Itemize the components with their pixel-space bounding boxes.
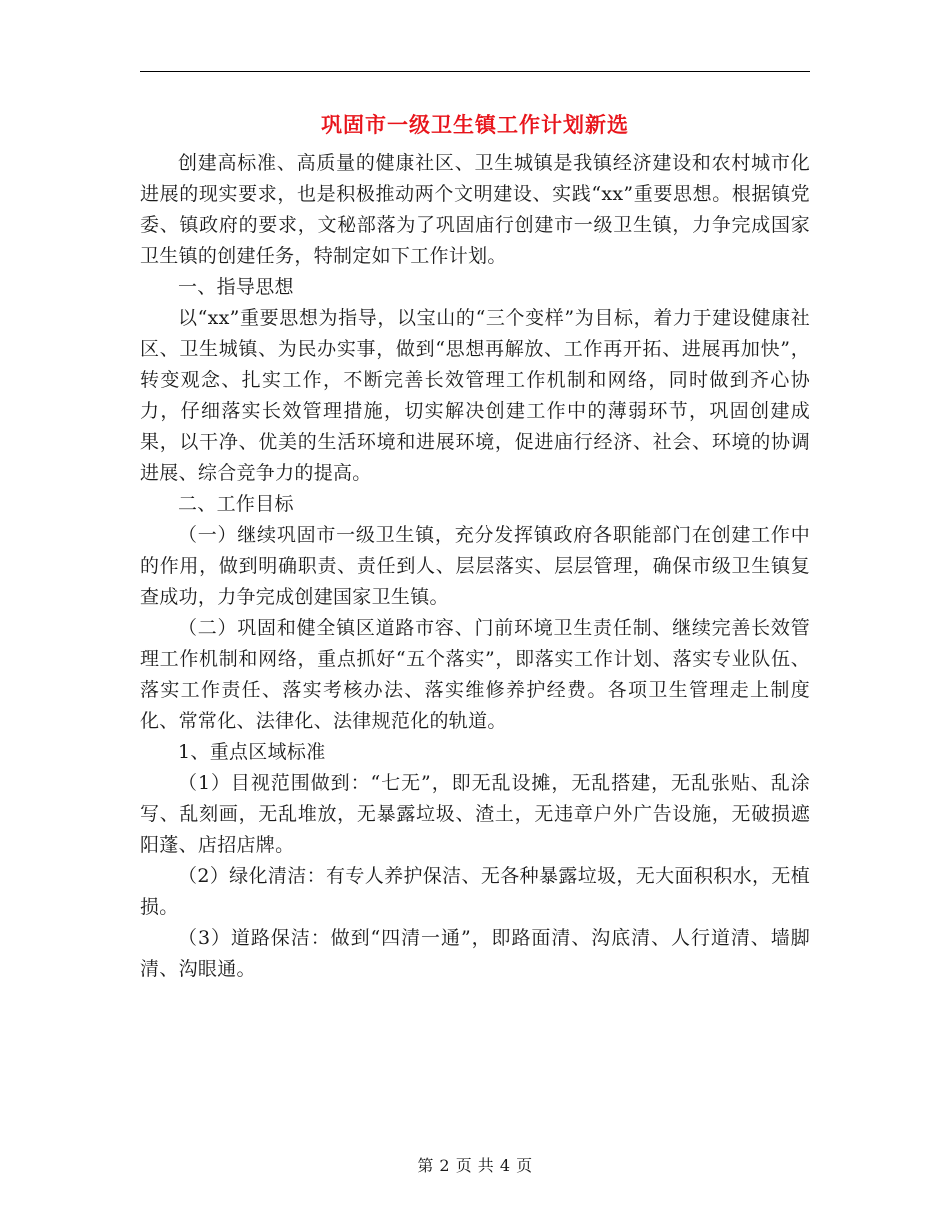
header-rule — [140, 71, 810, 72]
heading-guiding-thought: 一、指导思想 — [178, 276, 294, 298]
paragraph-standard-one: （1）目视范围做到：“七无”，即无乱设摊，无乱搭建，无乱张贴、乱涂写、乱刻画，无乱堆放，无暴露垃圾、渣土，无违章户外广告设施，无破损遮阳蓬、店招店牌。 — [140, 772, 810, 856]
paragraph-intro: 创建高标准、高质量的健康社区、卫生城镇是我镇经济建设和农村城市化进展的现实要求，也是积极推动两个文明建设、实践“xx”重要思想。根据镇党委、镇政府的要求，文秘部落为了巩固庙行创建市一级卫生镇，力争完成国家卫生镇的创建任务，特制定如下工作计划。 — [140, 152, 810, 267]
page-number: 第 2 页 共 4 页 — [417, 1156, 533, 1175]
paragraph-standard-three: （3）道路保洁：做到“四清一通”，即路面清、沟底清、人行道清、墙脚清、沟眼通。 — [140, 927, 810, 980]
paragraph-goal-two: （二）巩固和健全镇区道路市容、门前环境卫生责任制、继续完善长效管理工作机制和网络，重点抓好“五个落实”，即落实工作计划、落实专业队伍、落实工作责任、落实考核办法、落实维修养护经费。各项卫生管理走上制度化、常常化、法律化、法律规范化的轨道。 — [140, 617, 810, 732]
heading-work-goals: 二、工作目标 — [178, 493, 294, 515]
heading-key-area-standards: 1、重点区域标准 — [178, 741, 326, 763]
paragraph-guiding-thought: 以“xx”重要思想为指导，以宝山的“三个变样”为目标，着力于建设健康社区、卫生城镇、为民办实事，做到“思想再解放、工作再开拓、进展再加快”，转变观念、扎实工作，不断完善长效管理工作机制和网络，同时做到齐心协力，仔细落实长效管理措施，切实解决创建工作中的薄弱环节，巩固创建成果，以干净、优美的生活环境和进展环境，促进庙行经济、社会、环境的协调进展、综合竞争力的提高。 — [140, 307, 810, 484]
document-title: 巩固市一级卫生镇工作计划新选 — [321, 112, 629, 137]
document-body — [140, 148, 810, 985]
paragraph-goal-one: （一）继续巩固市一级卫生镇，充分发挥镇政府各职能部门在创建工作中的作用，做到明确职责、责任到人、层层落实、层层管理，确保市级卫生镇复查成功，力争完成创建国家卫生镇。 — [140, 524, 810, 608]
paragraph-standard-two: （2）绿化清洁：有专人养护保洁、无各种暴露垃圾，无大面积积水，无植损。 — [140, 865, 810, 918]
